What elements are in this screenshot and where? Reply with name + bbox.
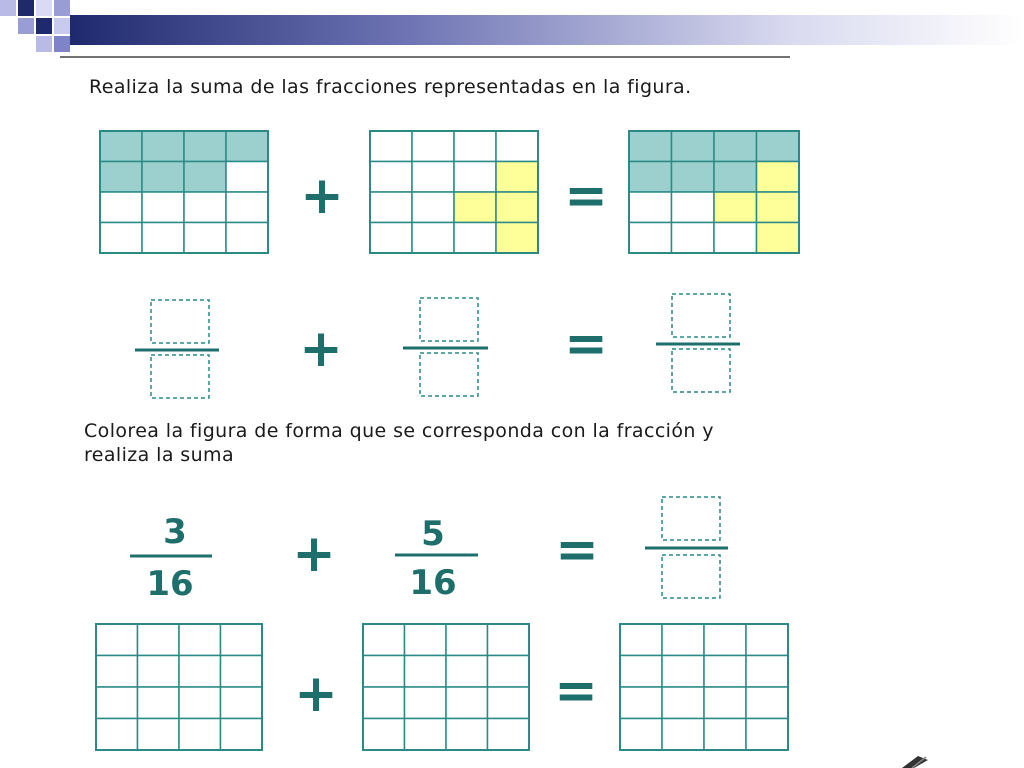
denominator: 16	[409, 563, 457, 603]
grid-cell	[714, 131, 757, 162]
grid-cell	[184, 162, 226, 193]
grid-cell[interactable]	[704, 624, 746, 656]
numerator: 5	[421, 514, 445, 554]
grid-cell[interactable]	[363, 719, 405, 751]
grid-cell[interactable]	[96, 687, 138, 719]
answer-fraction-second	[403, 298, 488, 396]
grid-cell	[184, 192, 226, 223]
grid-cell	[370, 223, 412, 254]
grid-second-addend	[370, 131, 538, 253]
grid-cell	[184, 223, 226, 254]
grid-cell	[454, 192, 496, 223]
grid-cell	[629, 223, 672, 254]
plus-sign: +	[300, 166, 344, 226]
grid-cell	[496, 131, 538, 162]
grid-cell	[226, 131, 268, 162]
grid-cell[interactable]	[96, 656, 138, 688]
numerator-answer-box[interactable]	[151, 300, 209, 343]
equals-sign: =	[564, 314, 608, 374]
grid-cell	[496, 192, 538, 223]
grid-cell	[100, 223, 142, 254]
grid-color-3-16[interactable]	[96, 624, 262, 750]
grid-cell[interactable]	[221, 656, 263, 688]
grid-cell[interactable]	[746, 656, 788, 688]
grid-cell	[100, 131, 142, 162]
grid-cell[interactable]	[446, 687, 488, 719]
denominator: 16	[146, 564, 194, 604]
grid-cell[interactable]	[96, 719, 138, 751]
grid-cell[interactable]	[662, 687, 704, 719]
grid-cell	[672, 162, 715, 193]
instruction-line-2: realiza la suma	[84, 444, 234, 466]
numerator-answer-box[interactable]	[420, 298, 478, 341]
fraction-five-sixteenths	[395, 514, 478, 603]
numerator-answer-box[interactable]	[672, 294, 730, 337]
fraction-three-sixteenths	[130, 512, 212, 604]
grid-cell[interactable]	[221, 719, 263, 751]
instruction-sum-figures: Realiza la suma de las fracciones representadas en la figura.	[89, 76, 692, 98]
grid-cell	[496, 223, 538, 254]
grid-cell[interactable]	[405, 719, 447, 751]
grid-cell[interactable]	[704, 719, 746, 751]
numerator: 3	[163, 512, 187, 552]
grid-cell	[370, 192, 412, 223]
grid-cell[interactable]	[446, 624, 488, 656]
grid-result	[629, 131, 799, 253]
plus-sign: +	[299, 319, 343, 379]
grid-cell[interactable]	[221, 624, 263, 656]
grid-cell[interactable]	[179, 687, 221, 719]
grid-cell	[142, 223, 184, 254]
grid-cell[interactable]	[179, 624, 221, 656]
grid-cell	[226, 223, 268, 254]
grid-cell	[714, 223, 757, 254]
grid-cell[interactable]	[620, 624, 662, 656]
grid-cell	[100, 162, 142, 193]
grid-cell[interactable]	[363, 624, 405, 656]
denominator-answer-box[interactable]	[672, 349, 730, 392]
grid-cell[interactable]	[138, 656, 180, 688]
grid-cell[interactable]	[405, 624, 447, 656]
grid-cell	[454, 162, 496, 193]
grid-cell	[412, 162, 454, 193]
grid-cell[interactable]	[179, 656, 221, 688]
grid-cell	[226, 192, 268, 223]
grid-cell	[454, 131, 496, 162]
grid-cell[interactable]	[704, 656, 746, 688]
equals-sign: =	[555, 520, 599, 580]
denominator-answer-box[interactable]	[662, 555, 720, 598]
grid-cell	[629, 162, 672, 193]
grid-cell	[142, 192, 184, 223]
grid-cell	[142, 131, 184, 162]
grid-cell	[757, 223, 800, 254]
grid-cell[interactable]	[363, 687, 405, 719]
grid-cell	[496, 162, 538, 193]
grid-cell[interactable]	[363, 656, 405, 688]
grid-cell[interactable]	[138, 624, 180, 656]
grid-cell	[714, 162, 757, 193]
grid-cell[interactable]	[446, 656, 488, 688]
equals-sign: =	[554, 661, 598, 721]
grid-cell[interactable]	[138, 687, 180, 719]
grid-cell[interactable]	[405, 656, 447, 688]
instruction-line-1: Colorea la figura de forma que se corresponda con la fracción y	[84, 420, 714, 442]
grid-cell[interactable]	[662, 624, 704, 656]
grid-cell	[454, 223, 496, 254]
grid-cell[interactable]	[746, 687, 788, 719]
grid-cell[interactable]	[662, 656, 704, 688]
denominator-answer-box[interactable]	[151, 355, 209, 398]
grid-cell	[757, 192, 800, 223]
grid-cell[interactable]	[488, 687, 530, 719]
grid-cell[interactable]	[446, 719, 488, 751]
grid-cell	[629, 192, 672, 223]
grid-cell	[100, 192, 142, 223]
grid-cell	[672, 192, 715, 223]
grid-cell	[757, 162, 800, 193]
grid-cell	[672, 223, 715, 254]
grid-cell[interactable]	[405, 687, 447, 719]
grid-cell	[184, 131, 226, 162]
grid-cell	[412, 223, 454, 254]
grid-cell[interactable]	[620, 656, 662, 688]
grid-cell[interactable]	[746, 624, 788, 656]
grid-cell[interactable]	[221, 687, 263, 719]
grid-cell	[370, 162, 412, 193]
plus-sign: +	[294, 664, 338, 724]
grid-cell[interactable]	[704, 687, 746, 719]
grid-cell[interactable]	[488, 624, 530, 656]
grid-cell	[629, 131, 672, 162]
grid-cell[interactable]	[488, 656, 530, 688]
numerator-answer-box[interactable]	[662, 497, 720, 540]
grid-cell	[370, 131, 412, 162]
grid-cell	[714, 192, 757, 223]
grid-cell	[672, 131, 715, 162]
grid-cell[interactable]	[96, 624, 138, 656]
grid-cell[interactable]	[138, 719, 180, 751]
grid-cell[interactable]	[662, 719, 704, 751]
pen-cursor-icon	[902, 756, 928, 768]
grid-cell	[142, 162, 184, 193]
grid-cell[interactable]	[620, 719, 662, 751]
grid-cell[interactable]	[620, 687, 662, 719]
grid-cell	[412, 192, 454, 223]
grid-color-result[interactable]	[620, 624, 788, 750]
grid-cell[interactable]	[746, 719, 788, 751]
grid-cell[interactable]	[488, 719, 530, 751]
grid-cell[interactable]	[179, 719, 221, 751]
denominator-answer-box[interactable]	[420, 353, 478, 396]
equals-sign: =	[564, 166, 608, 226]
plus-sign: +	[292, 524, 336, 584]
grid-cell	[757, 131, 800, 162]
grid-first-addend	[100, 131, 268, 253]
answer-fraction-exercise	[645, 497, 728, 598]
grid-cell	[412, 131, 454, 162]
answer-fraction-result	[656, 294, 740, 392]
answer-fraction-first	[135, 300, 219, 398]
grid-color-5-16[interactable]	[363, 624, 529, 750]
grid-cell	[226, 162, 268, 193]
